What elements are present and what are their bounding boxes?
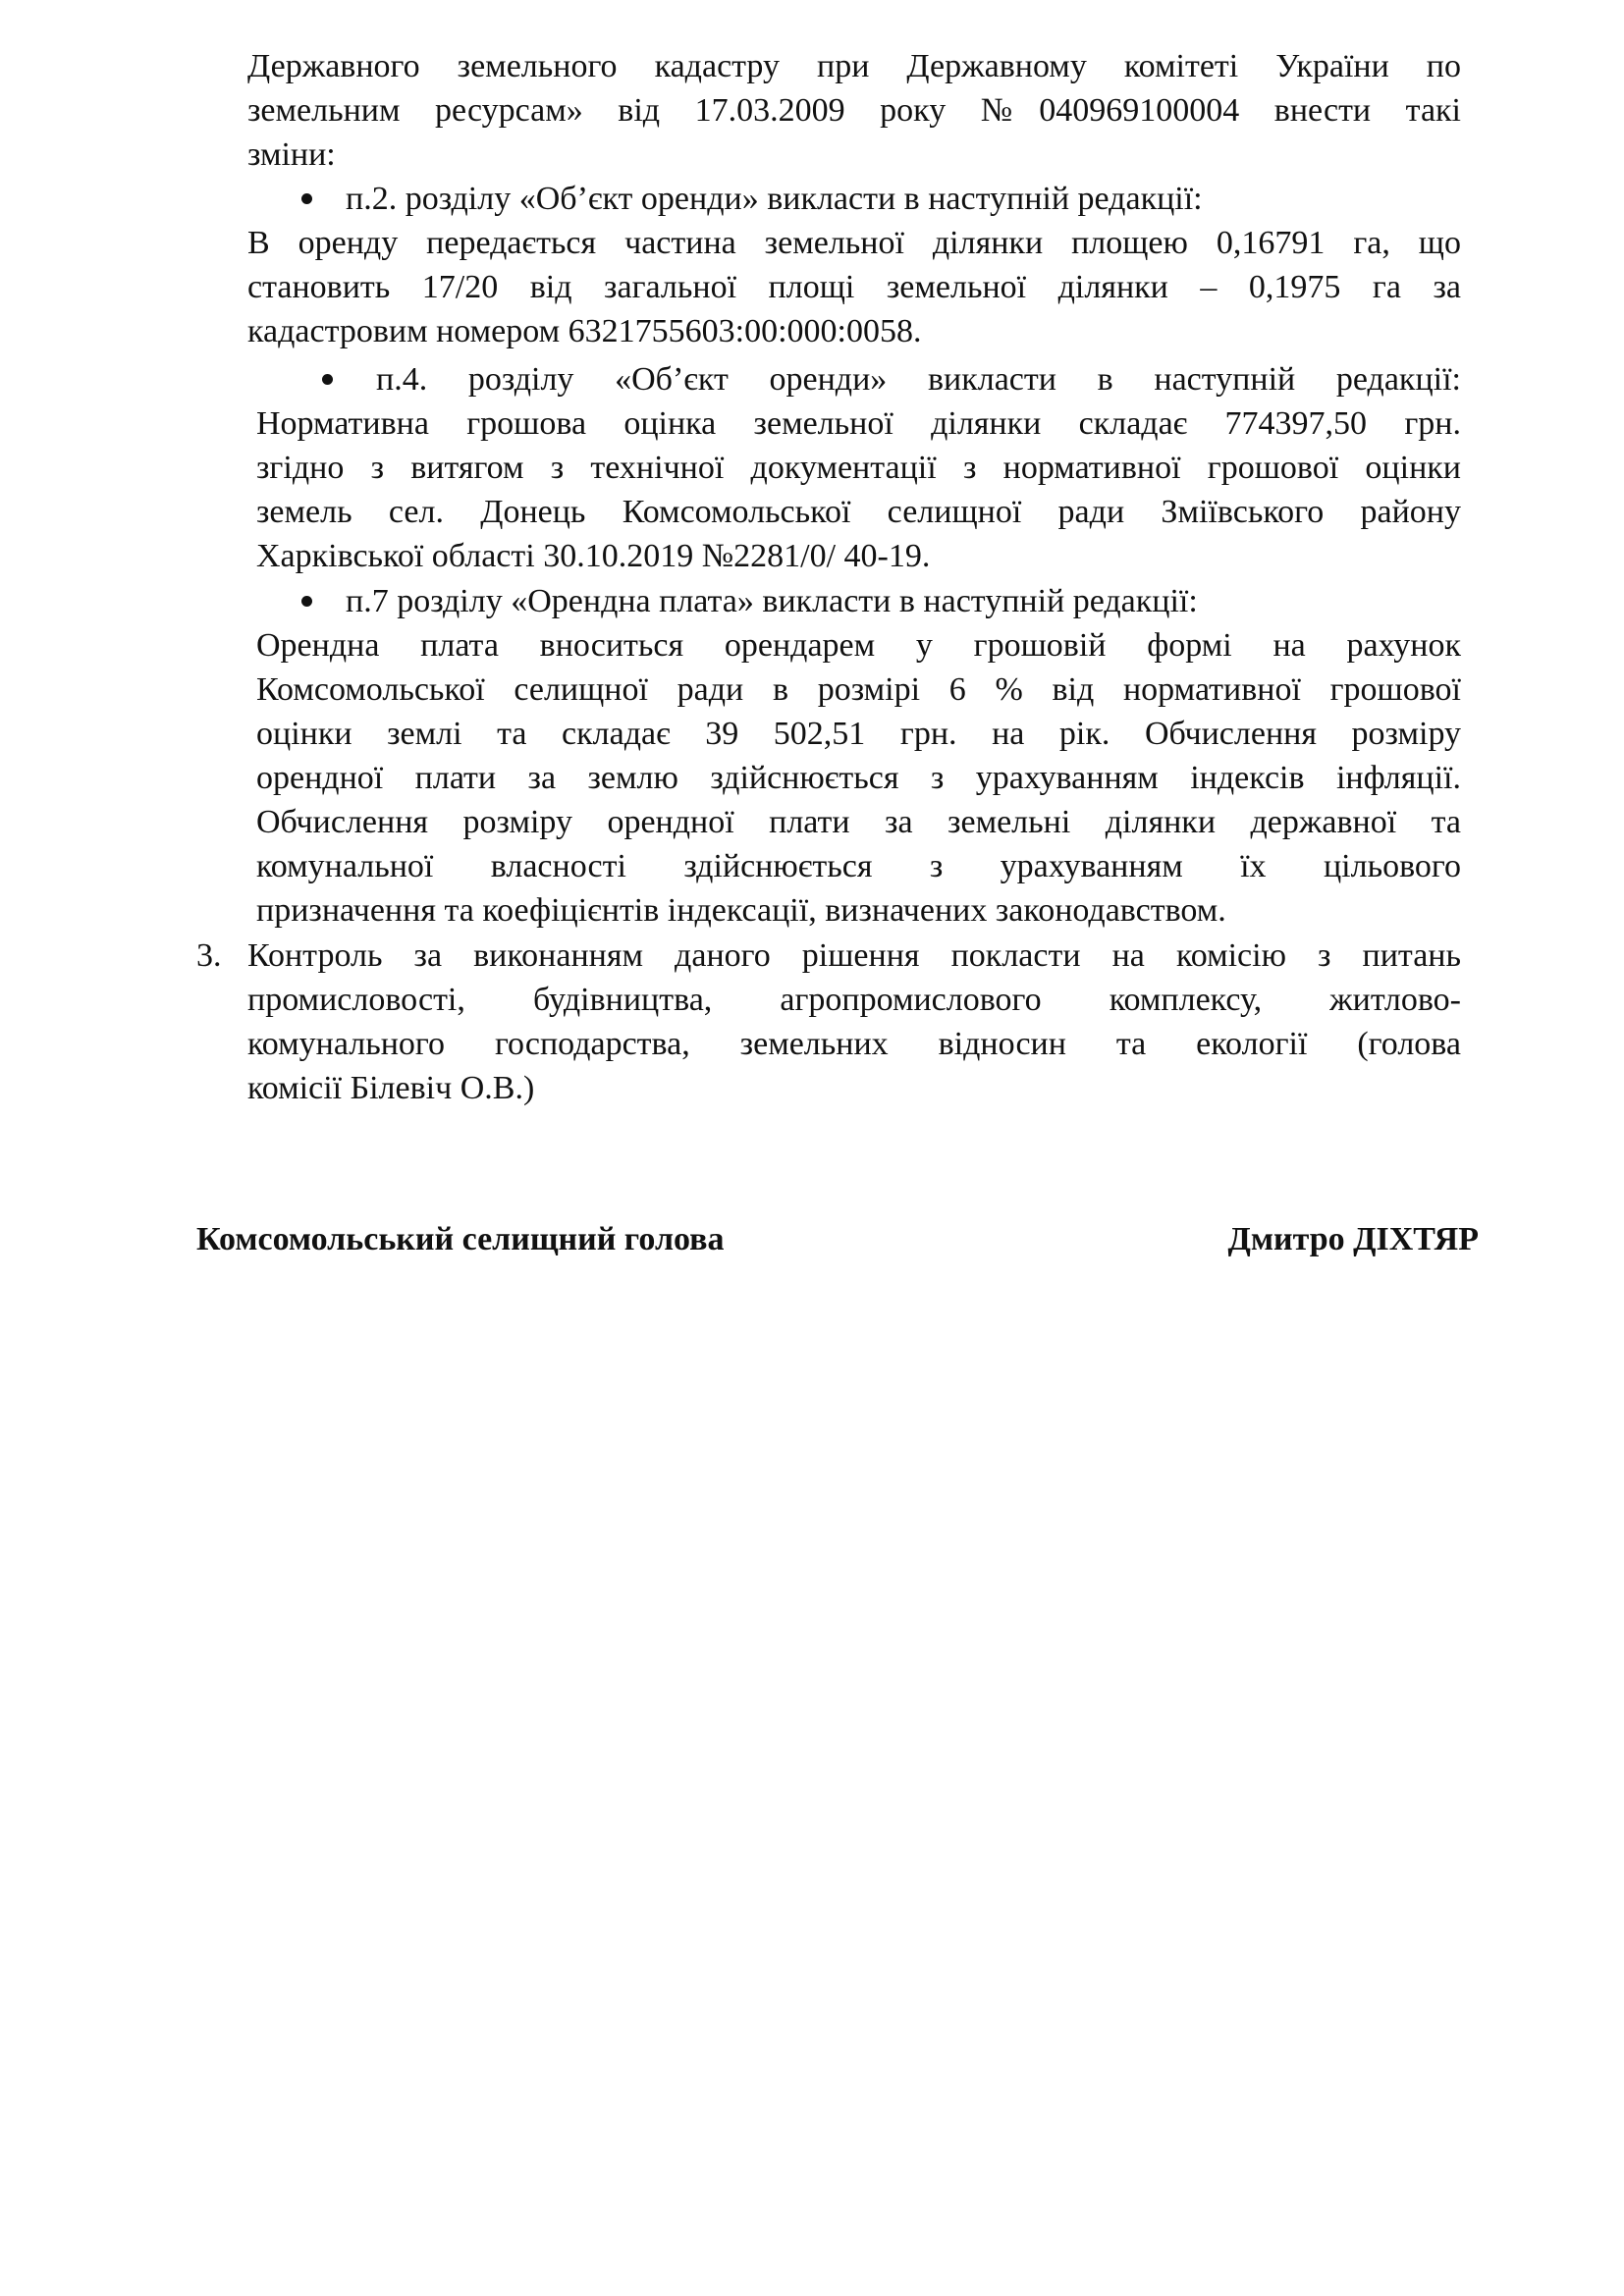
bullet-1-body-line-3: кадастровим номером 6321755603:00:000:0058. (247, 313, 922, 349)
bullet-3-body-line-7: призначення та коефіцієнтів індексації, визначених законодавством. (256, 892, 1226, 929)
bullet-1-body-line-1: В оренду передається частина земельної ділянки площею 0,16791 га, що (247, 225, 1461, 261)
signature-name: Дмитро ДІХТЯР (1227, 1221, 1479, 1257)
bullet-2-body-line-3: земель сел. Донець Комсомольської селищної ради Зміївського району (256, 494, 1461, 530)
bullet-2-body-line-2: згідно з витягом з технічної документації з нормативної грошової оцінки (256, 450, 1461, 486)
item-3-line-3: комунального господарства, земельних відносин та екології (голова (247, 1026, 1461, 1062)
item-3-number: 3. (196, 937, 222, 974)
bullet-3-body-line-1: Орендна плата вноситься орендарем у грошовій формі на рахунок (256, 627, 1461, 664)
bullet-3-body-line-4: орендної плати за землю здійснюється з урахуванням індексів інфляції. (256, 760, 1461, 796)
bullet-1-body-line-2: становить 17/20 від загальної площі земельної ділянки – 0,1975 га за (247, 269, 1461, 305)
bullet-2-body-line-4: Харківської області 30.10.2019 №2281/0/ 40-19. (256, 538, 931, 574)
bullet-3-heading: п.7 розділу «Орендна плата» викласти в наступній редакції: (346, 583, 1198, 619)
item-3-line-2: промисловості, будівництва, агропромислового комплексу, житлово- (247, 982, 1461, 1018)
signature-position: Комсомольський селищний голова (196, 1221, 725, 1257)
intro-line-2: земельним ресурсам» від 17.03.2009 року №040969100004 внести такі (247, 92, 1461, 129)
bullet-icon (322, 374, 333, 385)
bullet-2-heading: п.4. розділу «Об’єкт оренди» викласти в наступній редакції: (376, 361, 1461, 398)
bullet-3-body-line-3: оцінки землі та складає 39 502,51 грн. на рік. Обчислення розміру (256, 716, 1461, 752)
item-3-line-1: Контроль за виконанням даного рішення покласти на комісію з питань (247, 937, 1461, 974)
bullet-3-body-line-5: Обчислення розміру орендної плати за земельні ділянки державної та (256, 804, 1461, 840)
bullet-3-body-line-6: комунальної власності здійснюється з урахуванням їх цільового (256, 848, 1461, 884)
bullet-2-body-line-1: Нормативна грошова оцінка земельної ділянки складає 774397,50 грн. (256, 405, 1461, 442)
intro-line-1: Державного земельного кадастру при Державному комітеті України по (247, 48, 1461, 84)
bullet-3-body-line-2: Комсомольської селищної ради в розмірі 6 % від нормативної грошової (256, 671, 1461, 708)
bullet-1-heading: п.2. розділу «Об’єкт оренди» викласти в наступній редакції: (346, 181, 1203, 217)
bullet-icon (301, 596, 312, 607)
intro-line-3: зміни: (247, 136, 336, 173)
bullet-icon (301, 193, 312, 204)
item-3-line-4: комісії Білевіч О.В.) (247, 1070, 535, 1106)
